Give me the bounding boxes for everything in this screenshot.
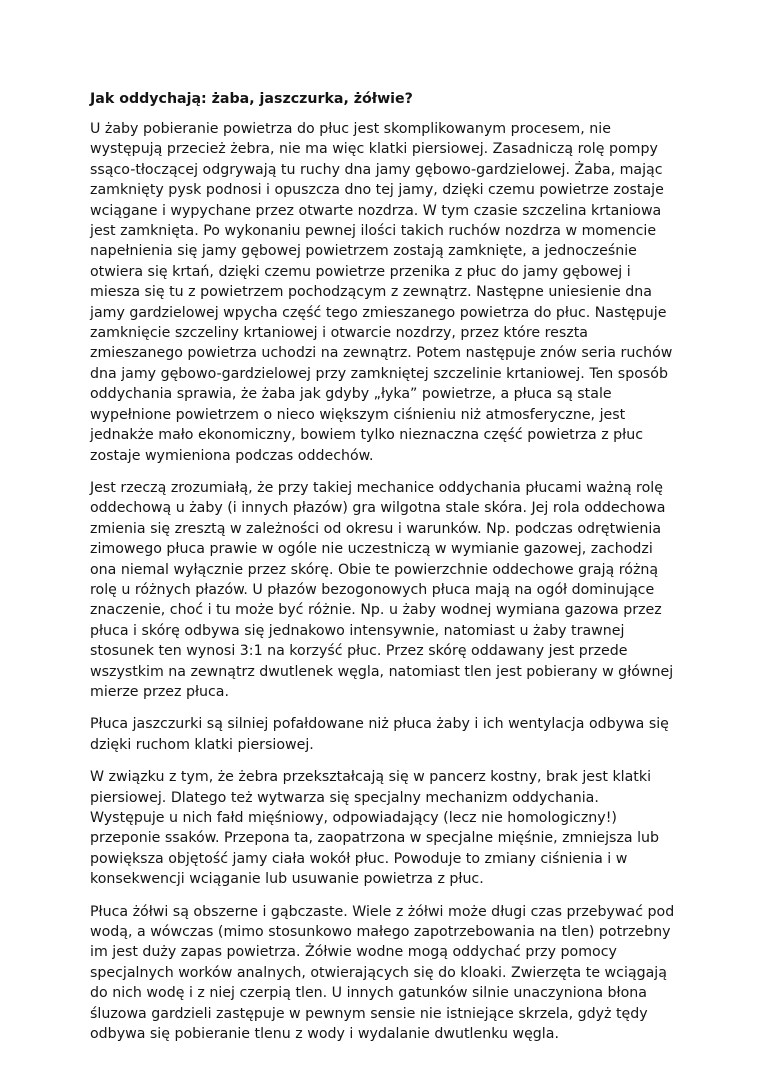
text-line: napełnienia się jamy gębowej powietrzem zostają zamknięte, a jednocześnie	[90, 243, 637, 260]
text-line: płuca i skórę odbywa się jednakowo intensywnie, natomiast u żaby trawnej	[90, 622, 625, 639]
text-line: miesza się tu z powietrzem pochodzącym z zewnątrz. Następne uniesienie dna	[90, 284, 652, 301]
paragraph-4	[90, 767, 680, 889]
text-line: odbywa się pobieranie tlenu z wody i wydalanie dwutlenku węgla.	[90, 1026, 559, 1043]
text-line: wciągane i wypychane przez otwarte nozdrza. W tym czasie szczelina krtaniowa	[90, 202, 662, 219]
text-line: znaczenie, choć i tu może być różnie. Np. u żaby wodnej wymiana gazowa przez	[90, 602, 662, 619]
text-line: oddechową u żaby (i innych płazów) gra wilgotna stale skóra. Jej rola oddechowa	[90, 500, 666, 517]
text-line: zostaje wymieniona podczas oddechów.	[90, 447, 374, 464]
text-line: zamknięcie szczeliny krtaniowej i otwarcie nozdrzy, przez które reszta	[90, 325, 588, 342]
text-line: wszystkim na zewnątrz dwutlenek węgla, natomiast tlen jest pobierany w głównej	[90, 663, 674, 680]
text-line: oddychania sprawia, że żaba jak gdyby „łyka” powietrze, a płuca są stale	[90, 386, 612, 403]
text-line: specjalnych worków analnych, otwierających się do kloaki. Zwierzęta te wciągają	[90, 964, 667, 981]
text-line: Występuje u nich fałd mięśniowy, odpowiadający (lecz nie homologiczny!)	[90, 810, 617, 826]
text-line: ona niemal wyłącznie przez skórę. Obie te powierzchnie oddechowe grają różną	[90, 561, 659, 578]
text-line: stosunek ten wynosi 3:1 na korzyść płuc. Przez skórę oddawany jest przede	[90, 643, 628, 660]
text-line: W związku z tym, że żebra przekształcają się w pancerz kostny, brak jest klatki	[90, 769, 652, 786]
text-line: mierze przez płuca.	[90, 683, 230, 700]
text-line: rolę u różnych płazów. U płazów bezogonowych płuca mają na ogół dominujące	[90, 581, 655, 598]
text-line: jamy gardzielowej wpycha część tego zmieszanego powietrza do płuc. Następuje	[90, 304, 667, 321]
paragraph-3	[90, 714, 680, 755]
document-title: Jak oddychają: żaba, jaszczurka, żółwie?	[90, 91, 413, 107]
text-line: zimowego płuca prawie w ogóle nie uczestniczą w wymianie gazowej, zachodzi	[90, 541, 653, 558]
document-page	[90, 89, 680, 1056]
text-line: im jest duży zapas powietrza. Żółwie wodne mogą oddychać przy pomocy	[90, 944, 617, 961]
text-line: ssąco-tłoczącej odgrywają tu ruchy dna jamy gębowo-gardzielowej. Żaba, mając	[90, 161, 663, 178]
text-line: konsekwencji wciąganie lub usuwanie powietrza z płuc.	[90, 871, 484, 888]
text-line: Płuca jaszczurki są silniej pofałdowane niż płuca żaby i ich wentylacja odbywa się	[90, 716, 669, 733]
text-line: Jest rzeczą zrozumiałą, że przy takiej mechanice oddychania płucami ważną rolę	[90, 479, 663, 496]
text-line: do nich wodę i z niej czerpią tlen. U innych gatunków silnie unaczyniona błona	[90, 985, 647, 1002]
text-line: jednakże mało ekonomiczny, bowiem tylko nieznaczna część powietrza z płuc	[90, 427, 644, 444]
paragraph-5	[90, 902, 680, 1045]
paragraph-1	[90, 119, 680, 466]
text-line: jest zamknięta. Po wykonaniu pewnej ilości takich ruchów nozdrza w momencie	[90, 223, 657, 240]
text-line: Płuca żółwi są obszerne i gąbczaste. Wiele z żółwi może długi czas przebywać pod	[90, 903, 675, 920]
text-line: zmieszanego powietrza uchodzi na zewnątrz. Potem następuje znów seria ruchów	[90, 345, 673, 362]
paragraph-2	[90, 478, 680, 702]
text-line: dna jamy gębowo-gardzielowej przy zamkniętej szczelinie krtaniowej. Ten sposób	[90, 365, 668, 382]
text-line: dzięki ruchom klatki piersiowej.	[90, 736, 314, 753]
text-line: przeponie ssaków. Przepona ta, zaopatrzona w specjalne mięśnie, zmniejsza lub	[90, 830, 660, 847]
document-body	[90, 119, 680, 1044]
text-line: zmienia się zresztą w zależności od okresu i warunków. Np. podczas odrętwienia	[90, 520, 662, 537]
text-line: występują przecież żebra, nie ma więc klatki piersiowej. Zasadniczą rolę pompy	[90, 141, 658, 158]
text-line: piersiowej. Dlatego też wytwarza się specjalny mechanizm oddychania.	[90, 789, 599, 806]
text-line: śluzowa gardzieli zastępuje w pewnym sensie nie istniejące skrzela, gdyż tędy	[90, 1005, 648, 1022]
text-line: powiększa objętość jamy ciała wokół płuc. Powoduje to zmiany ciśnienia i w	[90, 850, 628, 867]
text-line: wodą, a wówczas (mimo stosunkowo małego zapotrzebowania na tlen) potrzebny	[90, 924, 671, 941]
text-line: otwiera się krtań, dzięki czemu powietrze przenika z płuc do jamy gębowej i	[90, 263, 631, 280]
text-line: zamknięty pysk podnosi i opuszcza dno tej jamy, dzięki czemu powietrze zostaje	[90, 182, 664, 199]
text-line: U żaby pobieranie powietrza do płuc jest skomplikowanym procesem, nie	[90, 121, 611, 137]
text-line: wypełnione powietrzem o nieco większym ciśnieniu niż atmosferyczne, jest	[90, 406, 626, 423]
